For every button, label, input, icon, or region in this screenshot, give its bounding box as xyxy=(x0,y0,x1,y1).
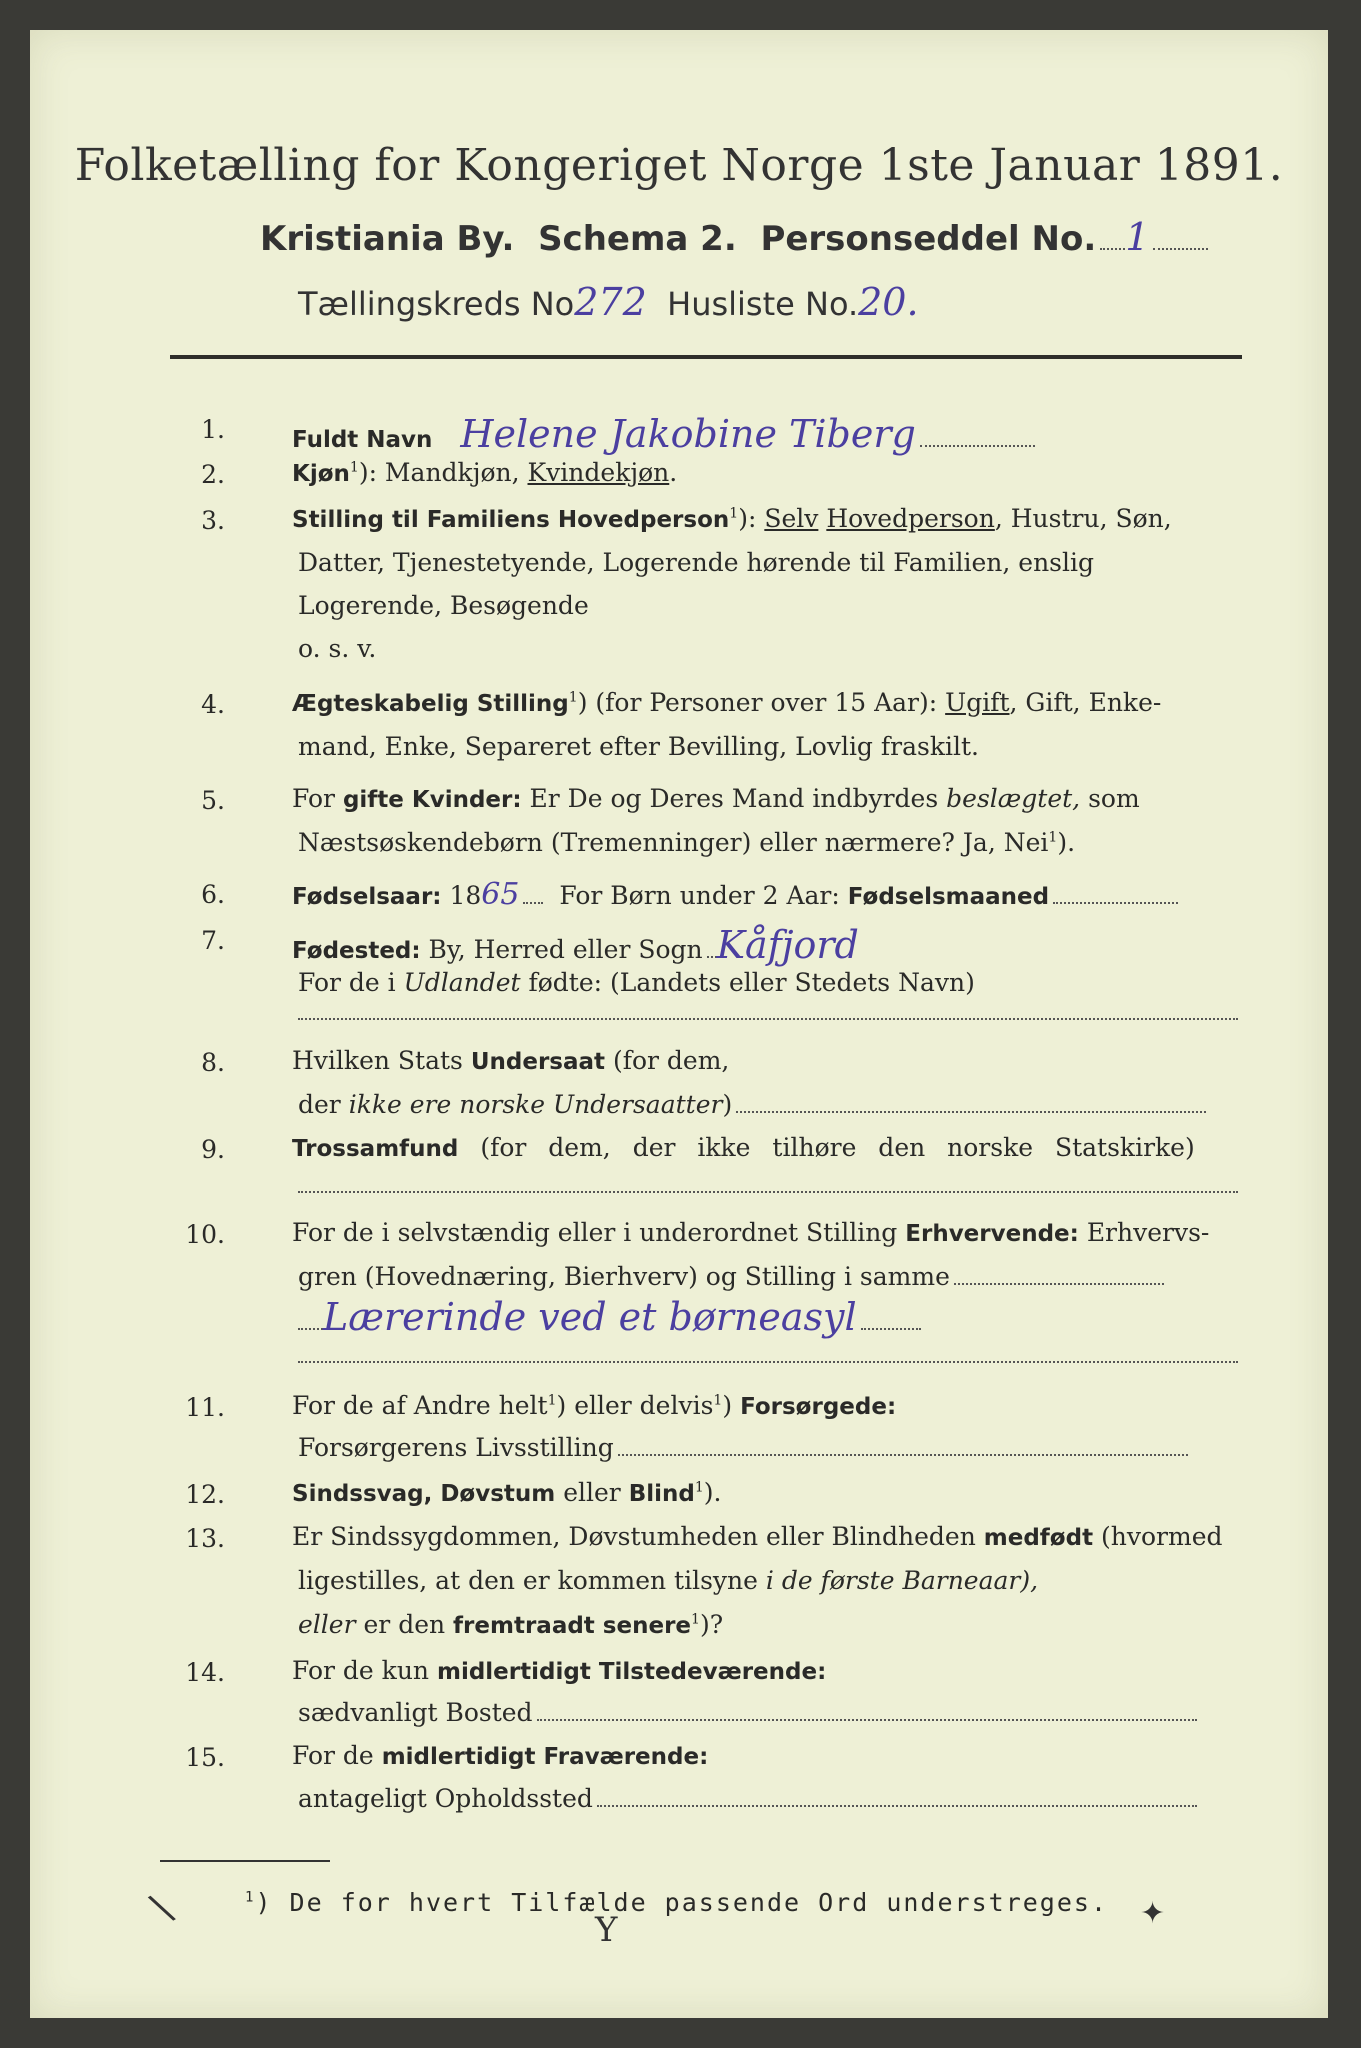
q9-line xyxy=(292,1135,1195,1161)
q13-end: )? xyxy=(699,1610,724,1639)
q13-line2-em: i de første Barneaar), xyxy=(765,1566,1039,1595)
q2-text: ): Mandkjøn, xyxy=(358,458,520,487)
taellingskreds-value: 272 xyxy=(574,280,647,324)
form-title: Folketælling for Kongeriget Norge 1ste Januar 1891. xyxy=(74,140,1284,191)
q4-selected: Ugift xyxy=(945,688,1010,717)
q7-value: Kåfjord xyxy=(716,923,859,967)
census-form-sheet xyxy=(30,30,1328,2018)
q14-line1 xyxy=(292,1658,826,1684)
q7-number: 7. xyxy=(201,926,225,955)
footnote-sup: 1 xyxy=(245,1889,256,1906)
q12-sup: 1 xyxy=(694,1479,704,1496)
q11-line2 xyxy=(298,1435,1188,1460)
q15-number: 15. xyxy=(185,1743,225,1772)
q3-line3: Logerende, Besøgende xyxy=(298,591,589,620)
q11-text-b: ) eller delvis xyxy=(556,1391,714,1420)
q13-label: medfødt xyxy=(983,1525,1094,1551)
q3-opt-selv: Selv xyxy=(764,504,819,533)
q5-line2-text: Næstsøskendebørn (Tremenninger) eller nærmere? Ja, Nei xyxy=(298,828,1049,857)
q8-text-b: (for dem, xyxy=(612,1046,730,1075)
q3-line1 xyxy=(292,506,1172,532)
q13-line2-a: ligestilles, at den er kommen tilsyne xyxy=(298,1566,758,1595)
q11-line1 xyxy=(292,1393,896,1419)
arrow-mark-icon: ✦ xyxy=(1140,1896,1166,1931)
q11-text-a: For de af Andre helt xyxy=(292,1391,548,1420)
q13-line1 xyxy=(292,1524,1223,1550)
q5-label-a: For xyxy=(292,784,335,813)
q4-line2: mand, Enke, Separeret efter Bevilling, Lovlig fraskilt. xyxy=(298,732,979,761)
q9-text: (for dem, der ikke tilhøre den norske Statskirke) xyxy=(480,1133,1195,1162)
q3-line2: Datter, Tjenestetyende, Logerende hørende til Familien, enslig xyxy=(298,548,1095,577)
q4-text-b: , Gift, Enke- xyxy=(1009,688,1162,717)
q4-number: 4. xyxy=(201,690,225,719)
q5-number: 5. xyxy=(201,786,225,815)
q10-line2 xyxy=(298,1264,1164,1289)
q9-label: Trossamfund xyxy=(292,1136,459,1162)
q3-label: Stilling til Familiens Hovedperson xyxy=(292,507,730,533)
q3-text-b: , Hustru, Søn, xyxy=(994,504,1172,533)
q13-label2: fremtraadt senere xyxy=(453,1613,692,1639)
q15-line2-text: antageligt Opholdssted xyxy=(298,1784,593,1813)
q12-end: ). xyxy=(703,1478,722,1507)
q3-opt-hovedperson: Hovedperson xyxy=(826,504,995,533)
q5-text-b: som xyxy=(1088,784,1140,813)
q11-text-c: ) xyxy=(722,1391,733,1420)
q13-line3 xyxy=(298,1612,723,1638)
q13-text-b: (hvormed xyxy=(1101,1522,1223,1551)
q12-label-a: Sindssvag, xyxy=(292,1481,433,1507)
q10-blank-line xyxy=(298,1360,1238,1363)
q6-year-prefix: 18 xyxy=(449,881,482,910)
q4-sup: 1 xyxy=(568,689,578,706)
tick-mark-icon: \ xyxy=(144,1884,180,1932)
q5-label: gifte Kvinder: xyxy=(342,787,522,813)
q8-line2-a: der xyxy=(298,1090,341,1119)
husliste-value: 20. xyxy=(858,280,919,324)
q8-line2-b: ) xyxy=(722,1090,733,1119)
q8-line2-em: ikke ere norske Undersaatter xyxy=(348,1090,723,1119)
q2-number: 2. xyxy=(201,460,225,489)
q7-line2 xyxy=(298,970,975,995)
q7-line2-em: Udlandet xyxy=(403,968,521,997)
q3-number: 3. xyxy=(201,506,225,535)
q6-label2: Fødselsmaaned xyxy=(847,884,1050,910)
q11-sup2: 1 xyxy=(713,1392,723,1409)
q13-line3-em: eller xyxy=(298,1610,356,1639)
q2-line xyxy=(292,460,677,486)
husliste-label: Husliste No. xyxy=(667,285,859,323)
q1-value: Helene Jakobine Tiberg xyxy=(460,412,916,456)
q6-number: 6. xyxy=(201,880,225,909)
footnote-rule xyxy=(160,1860,330,1862)
q6-year-value: 65 xyxy=(481,877,520,912)
q10-line1 xyxy=(292,1220,1209,1246)
q3-sup: 1 xyxy=(729,505,739,522)
q2-end: . xyxy=(669,458,678,487)
q13-line2 xyxy=(298,1568,1038,1593)
kreds-row xyxy=(298,280,919,324)
q8-line2 xyxy=(298,1092,1206,1117)
q5-line2-end: ). xyxy=(1057,828,1076,857)
form-subtitle-row xyxy=(260,215,1208,259)
q7-line2-a: For de i xyxy=(298,968,396,997)
q1-label: Fuldt Navn xyxy=(292,427,433,453)
q7-label: Fødested: xyxy=(292,938,421,964)
q5-text-a: Er De og Deres Mand indbyrdes xyxy=(529,784,939,813)
schema-label: Schema 2. xyxy=(538,219,737,259)
q15-text-a: For de xyxy=(292,1741,374,1770)
check-mark-icon: Y xyxy=(595,1910,618,1950)
q10-number: 10. xyxy=(185,1220,225,1249)
q11-number: 11. xyxy=(185,1393,225,1422)
q5-em: beslægtet, xyxy=(946,784,1081,813)
q1-line xyxy=(292,412,1035,456)
q12-label-b: Døvstum xyxy=(440,1481,556,1507)
header-rule xyxy=(170,355,1242,359)
q13-text-a: Er Sindssygdommen, Døvstumheden eller Blindheden xyxy=(292,1522,976,1551)
q10-label: Erhvervende: xyxy=(905,1221,1079,1247)
q2-sup: 1 xyxy=(349,459,359,476)
city-label: Kristiania By. xyxy=(260,219,515,259)
q8-text-a: Hvilken Stats xyxy=(292,1046,463,1075)
q2-selected: Kvindekjøn xyxy=(527,458,670,487)
q7-line2-b: fødte: (Landets eller Stedets Navn) xyxy=(528,968,975,997)
q5-line2 xyxy=(298,830,1075,855)
q6-label: Fødselsaar: xyxy=(292,884,442,910)
q7-text: By, Herred eller Sogn xyxy=(428,935,703,964)
q8-number: 8. xyxy=(201,1048,225,1077)
q1-number: 1. xyxy=(201,415,225,444)
q5-line1 xyxy=(292,786,1140,812)
q14-line2 xyxy=(298,1700,1197,1725)
q2-label: Kjøn xyxy=(292,461,350,487)
q11-label: Forsørgede: xyxy=(740,1394,897,1420)
q15-line2 xyxy=(298,1786,1197,1811)
q13-sup: 1 xyxy=(691,1611,700,1628)
q10-line3 xyxy=(298,1295,921,1339)
q4-line1 xyxy=(292,690,1161,716)
q5-line2-sup: 1 xyxy=(1048,829,1058,846)
footnote xyxy=(245,1888,1108,1917)
q14-text-a: For de kun xyxy=(292,1656,430,1685)
q12-text: eller xyxy=(563,1478,621,1507)
q3-line4: o. s. v. xyxy=(298,634,377,663)
q12-line xyxy=(292,1480,721,1506)
q12-label-c: Blind xyxy=(628,1481,695,1507)
personseddel-label: Personseddel No. xyxy=(760,219,1097,259)
q6-text: For Børn under 2 Aar: xyxy=(559,881,840,910)
q11-line2-text: Forsørgerens Livsstilling xyxy=(298,1433,614,1462)
q13-line3-a: er den xyxy=(363,1610,446,1639)
q15-line1 xyxy=(292,1743,708,1769)
q14-label: midlertidigt Tilstedeværende: xyxy=(436,1659,827,1685)
q6-line xyxy=(292,877,1178,912)
q8-label: Undersaat xyxy=(470,1049,606,1075)
q4-text-a: ) (for Personer over 15 Aar): xyxy=(577,688,938,717)
q9-blank-line xyxy=(298,1190,1238,1193)
q8-line1 xyxy=(292,1048,729,1074)
q14-line2-text: sædvanligt Bosted xyxy=(298,1698,533,1727)
q10-line2-text: gren (Hovednæring, Bierhverv) og Stilling i samme xyxy=(298,1262,950,1291)
q4-label: Ægteskabelig Stilling xyxy=(292,691,569,717)
q15-label: midlertidigt Fraværende: xyxy=(381,1744,709,1770)
footnote-text: ) De for hvert Tilfælde passende Ord understreges. xyxy=(255,1888,1109,1917)
q7-line1 xyxy=(292,923,859,967)
q9-number: 9. xyxy=(201,1135,225,1164)
q10-value: Lærerinde ved et børneasyl xyxy=(323,1295,857,1339)
q14-number: 14. xyxy=(185,1658,225,1687)
q7-blank-line xyxy=(298,1017,1238,1020)
q3-text-a: ): xyxy=(738,504,757,533)
q10-text-b: Erhvervs- xyxy=(1086,1218,1210,1247)
q10-text-a: For de i selvstændig eller i underordnet Stilling xyxy=(292,1218,898,1247)
personseddel-value: 1 xyxy=(1125,215,1150,259)
q13-number: 13. xyxy=(185,1524,225,1553)
taellingskreds-label: Tællingskreds No xyxy=(298,285,575,323)
q12-number: 12. xyxy=(185,1480,225,1509)
q11-sup1: 1 xyxy=(547,1392,557,1409)
